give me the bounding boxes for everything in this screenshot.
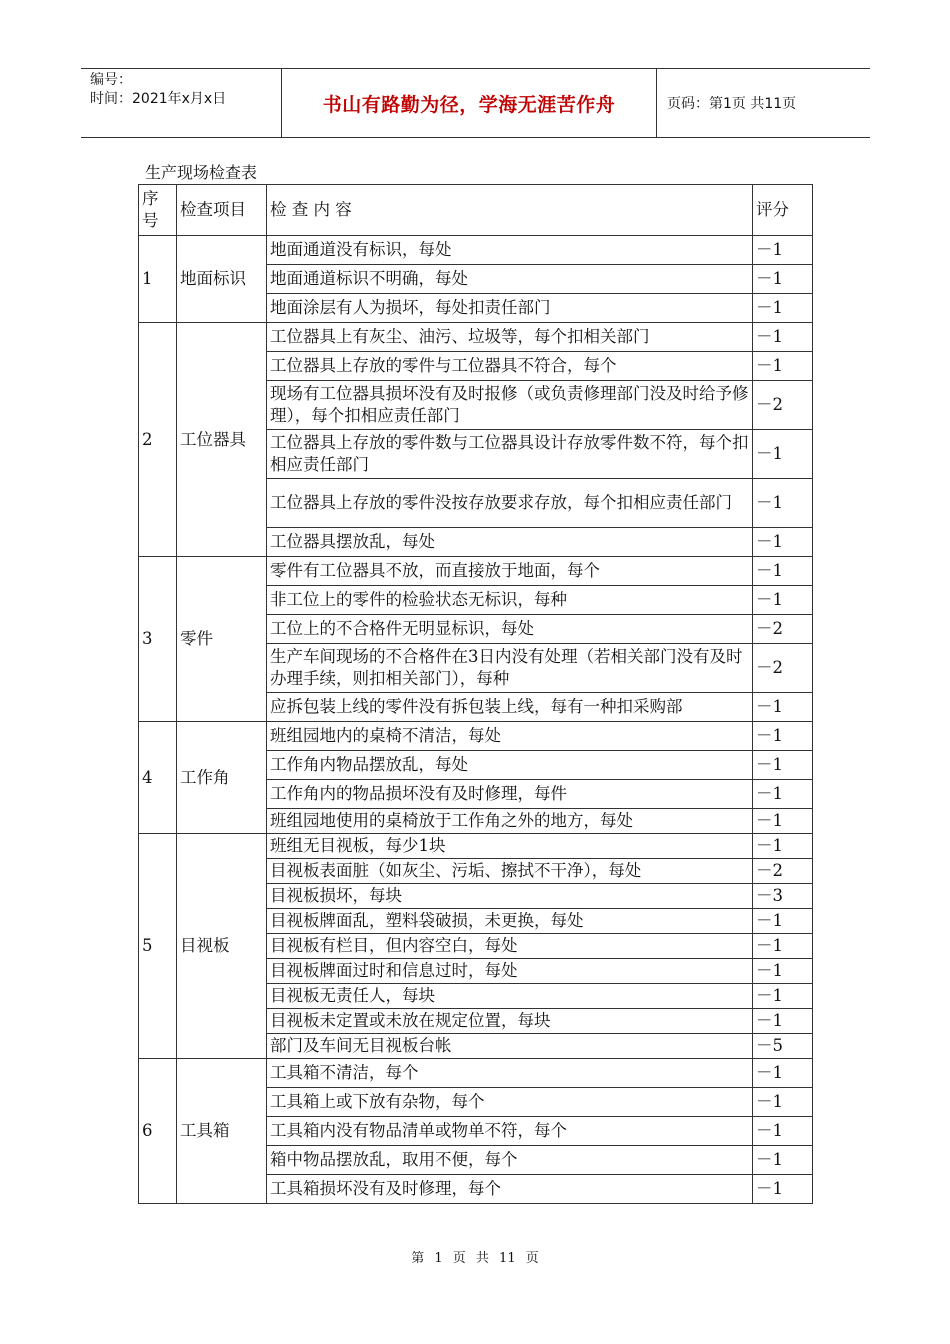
score-value: －1: [753, 959, 813, 984]
inspection-content: 班组无目视板，每少1块: [267, 834, 753, 859]
score-value: －1: [753, 265, 813, 294]
inspection-content: 部门及车间无目视板台帐: [267, 1034, 753, 1059]
table-row: [139, 236, 813, 265]
group-category: 工具箱: [177, 1059, 267, 1204]
group-number: 5: [139, 834, 177, 1059]
score-value: －1: [753, 693, 813, 722]
score-value: －1: [753, 780, 813, 809]
score-value: －2: [753, 381, 813, 430]
table-row: [139, 323, 813, 352]
inspection-content: 非工位上的零件的检验状态无标识，每种: [267, 586, 753, 615]
inspection-content: 目视板有栏目，但内容空白，每处: [267, 934, 753, 959]
score-value: －1: [753, 1117, 813, 1146]
score-value: －1: [753, 1009, 813, 1034]
group-number: 2: [139, 323, 177, 557]
table-row: [139, 722, 813, 751]
group-category: 地面标识: [177, 236, 267, 323]
group-category: 零件: [177, 557, 267, 722]
group-number: 6: [139, 1059, 177, 1204]
number-label: 编号：: [90, 72, 132, 88]
header-no: 序号: [139, 185, 177, 236]
table-header-row: [139, 185, 813, 236]
inspection-content: 工位器具摆放乱，每处: [267, 528, 753, 557]
inspection-content: 目视板牌面过时和信息过时，每处: [267, 959, 753, 984]
inspection-content: 目视板表面脏（如灰尘、污垢、擦拭不干净），每处: [267, 859, 753, 884]
inspection-content: 生产车间现场的不合格件在3日内没有处理（若相关部门没有及时办理手续，则扣相关部门），每种: [267, 644, 753, 693]
time-label: 时间：2021年x月x日: [90, 91, 227, 107]
inspection-content: 现场有工位器具损坏没有及时报修（或负责修理部门没及时给予修理），每个扣相应责任部门: [267, 381, 753, 430]
header-score: 评分: [753, 185, 813, 236]
group-category: 工作角: [177, 722, 267, 834]
score-value: －1: [753, 294, 813, 323]
header-item: 检查项目: [177, 185, 267, 236]
score-value: －1: [753, 1059, 813, 1088]
inspection-content: 地面通道没有标识，每处: [267, 236, 753, 265]
score-value: －1: [753, 722, 813, 751]
score-value: －2: [753, 644, 813, 693]
inspection-content: 工位器具上有灰尘、油污、垃圾等，每个扣相关部门: [267, 323, 753, 352]
group-category: 目视板: [177, 834, 267, 1059]
score-value: －1: [753, 586, 813, 615]
score-value: －1: [753, 1088, 813, 1117]
inspection-content: 工具箱不清洁，每个: [267, 1059, 753, 1088]
inspection-content: 目视板损坏，每块: [267, 884, 753, 909]
inspection-content: 班组园地内的桌椅不清洁，每处: [267, 722, 753, 751]
inspection-content: 班组园地使用的桌椅放于工作角之外的地方，每处: [267, 809, 753, 834]
score-value: －1: [753, 751, 813, 780]
inspection-content: 工位器具上存放的零件与工位器具不符合，每个: [267, 352, 753, 381]
group-number: 1: [139, 236, 177, 323]
score-value: －1: [753, 809, 813, 834]
score-value: －1: [753, 557, 813, 586]
inspection-content: 目视板未定置或未放在规定位置，每块: [267, 1009, 753, 1034]
document-title: 生产现场检查表: [145, 163, 258, 182]
inspection-content: 工具箱上或下放有杂物，每个: [267, 1088, 753, 1117]
table-row: [139, 834, 813, 859]
inspection-content: 工位上的不合格件无明显标识，每处: [267, 615, 753, 644]
inspection-content: 工具箱内没有物品清单或物单不符，每个: [267, 1117, 753, 1146]
inspection-content: 零件有工位器具不放，而直接放于地面，每个: [267, 557, 753, 586]
inspection-content: 应拆包装上线的零件没有拆包装上线，每有一种扣采购部: [267, 693, 753, 722]
header-meta: [81, 69, 281, 137]
page-footer: 第 1 页 共 11 页: [411, 1251, 539, 1266]
inspection-content: 工位器具上存放的零件数与工位器具设计存放零件数不符，每个扣相应责任部门: [267, 430, 753, 479]
score-value: －1: [753, 909, 813, 934]
inspection-content: 工具箱损坏没有及时修理，每个: [267, 1175, 753, 1204]
page-header: [81, 68, 870, 138]
inspection-content: 箱中物品摆放乱，取用不便，每个: [267, 1146, 753, 1175]
inspection-content: 目视板无责任人，每块: [267, 984, 753, 1009]
score-value: －1: [753, 1146, 813, 1175]
score-value: －1: [753, 528, 813, 557]
header-motto: 书山有路勤为径，学海无涯苦作舟: [281, 69, 657, 137]
inspection-content: 目视板牌面乱，塑料袋破损，未更换，每处: [267, 909, 753, 934]
score-value: －1: [753, 834, 813, 859]
inspection-content: 工作角内物品摆放乱，每处: [267, 751, 753, 780]
table-row: [139, 557, 813, 586]
score-value: －1: [753, 430, 813, 479]
inspection-content: 工位器具上存放的零件没按存放要求存放，每个扣相应责任部门: [267, 479, 753, 528]
group-number: 4: [139, 722, 177, 834]
score-value: －2: [753, 859, 813, 884]
inspection-content: 地面通道标识不明确，每处: [267, 265, 753, 294]
score-value: －1: [753, 236, 813, 265]
score-value: －1: [753, 984, 813, 1009]
inspection-content: 地面涂层有人为损坏，每处扣责任部门: [267, 294, 753, 323]
header-page-info: 页码：第1页 共11页: [667, 96, 797, 112]
score-value: －1: [753, 1175, 813, 1204]
score-value: －1: [753, 934, 813, 959]
inspection-table: [138, 184, 813, 1204]
table-row: [139, 1059, 813, 1088]
group-category: 工位器具: [177, 323, 267, 557]
score-value: －1: [753, 479, 813, 528]
score-value: －1: [753, 323, 813, 352]
inspection-content: 工作角内的物品损坏没有及时修理，每件: [267, 780, 753, 809]
table-body: [139, 236, 813, 1204]
score-value: －1: [753, 352, 813, 381]
score-value: －5: [753, 1034, 813, 1059]
group-number: 3: [139, 557, 177, 722]
header-content: 检 查 内 容: [267, 185, 753, 236]
score-value: －3: [753, 884, 813, 909]
score-value: －2: [753, 615, 813, 644]
